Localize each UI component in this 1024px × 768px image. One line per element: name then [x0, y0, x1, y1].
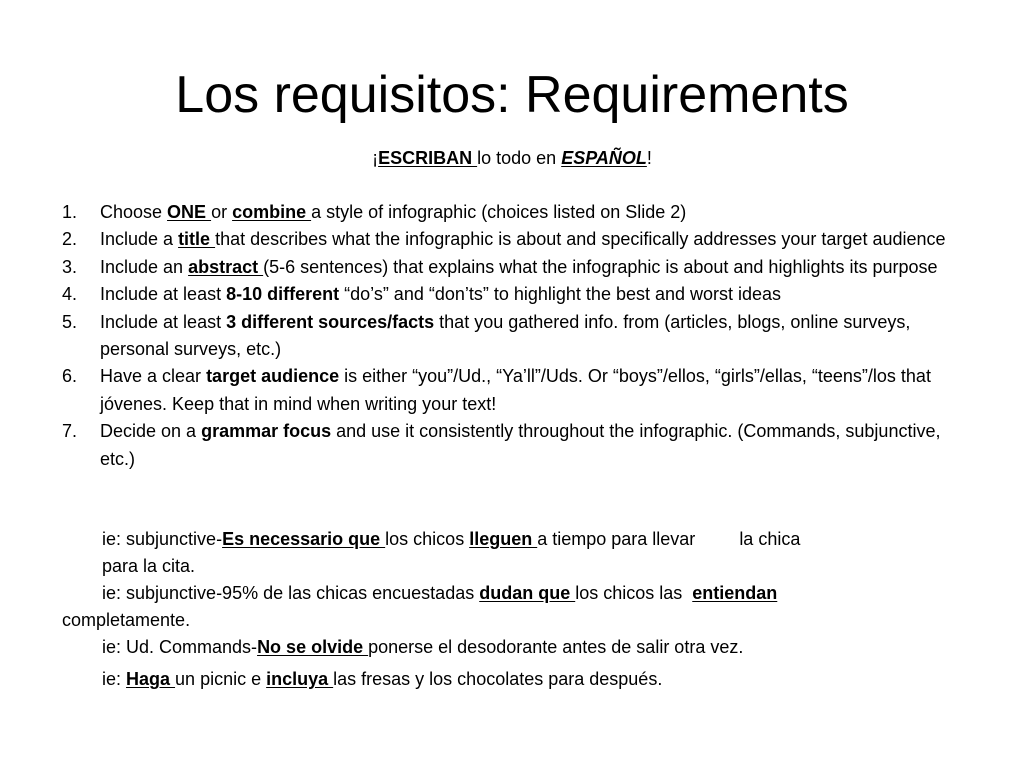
item-number: 7.: [62, 421, 78, 442]
subtitle-suffix: !: [646, 148, 652, 168]
item-number: 4.: [62, 284, 78, 305]
example-2: ie: subjunctive-95% de las chicas encuestadas dudan que los chicos las entiendan completamente.: [62, 583, 778, 630]
requirements-list: [62, 199, 962, 473]
subtitle-espanol: ESPAÑOL: [561, 148, 647, 168]
example-4: ie: Haga un picnic e incluya las fresas y los chocolates para después.: [102, 669, 663, 689]
item-number: 1.: [62, 202, 78, 222]
slide-title: Los requisitos: Requirements: [175, 66, 849, 124]
list-item: 4. Include at least 8-10 different “do’s” and “don’ts” to highlight the best and worst ideas: [62, 281, 962, 308]
item-number: 2.: [62, 229, 78, 250]
item-number: 3.: [62, 256, 78, 277]
subtitle-prefix: ¡: [372, 148, 379, 168]
example-3: ie: Ud. Commands-No se olvide ponerse el desodorante antes de salir otra vez.: [102, 637, 744, 657]
example-1: ie: subjunctive-Es necessario que los chicos lleguen a tiempo para llevar la chica para la cita.: [102, 529, 801, 576]
item-number: 5.: [62, 311, 78, 332]
list-item: 2. Include a title that describes what the infographic is about and specifically addresses your target audience: [62, 226, 962, 253]
list-item: 3. Include an abstract (5-6 sentences) that explains what the infographic is about and highlights its purpose: [62, 254, 962, 281]
subtitle: [0, 146, 1024, 170]
list-item: 1. Choose ONE or combine a style of infographic (choices listed on Slide 2): [62, 199, 962, 226]
list-item: 5. Include at least 3 different sources/facts that you gathered info. from (articles, blogs, online surveys, personal surveys, etc.): [62, 309, 962, 364]
subtitle-escriban: ESCRIBAN: [378, 148, 478, 168]
list-item: 6. Have a clear target audience is either “you”/Ud., “Ya’ll”/Uds. Or “boys”/ellos, “girls”/ellas, “teens”/los that jóvenes. Keep that in mind when writing your text!: [62, 363, 962, 418]
subtitle-middle: lo todo en: [477, 148, 562, 168]
list-item: 7. Decide on a grammar focus and use it consistently throughout the infographic. (Commands, subjunctive, etc.): [62, 418, 962, 473]
item-number: 6.: [62, 366, 78, 387]
